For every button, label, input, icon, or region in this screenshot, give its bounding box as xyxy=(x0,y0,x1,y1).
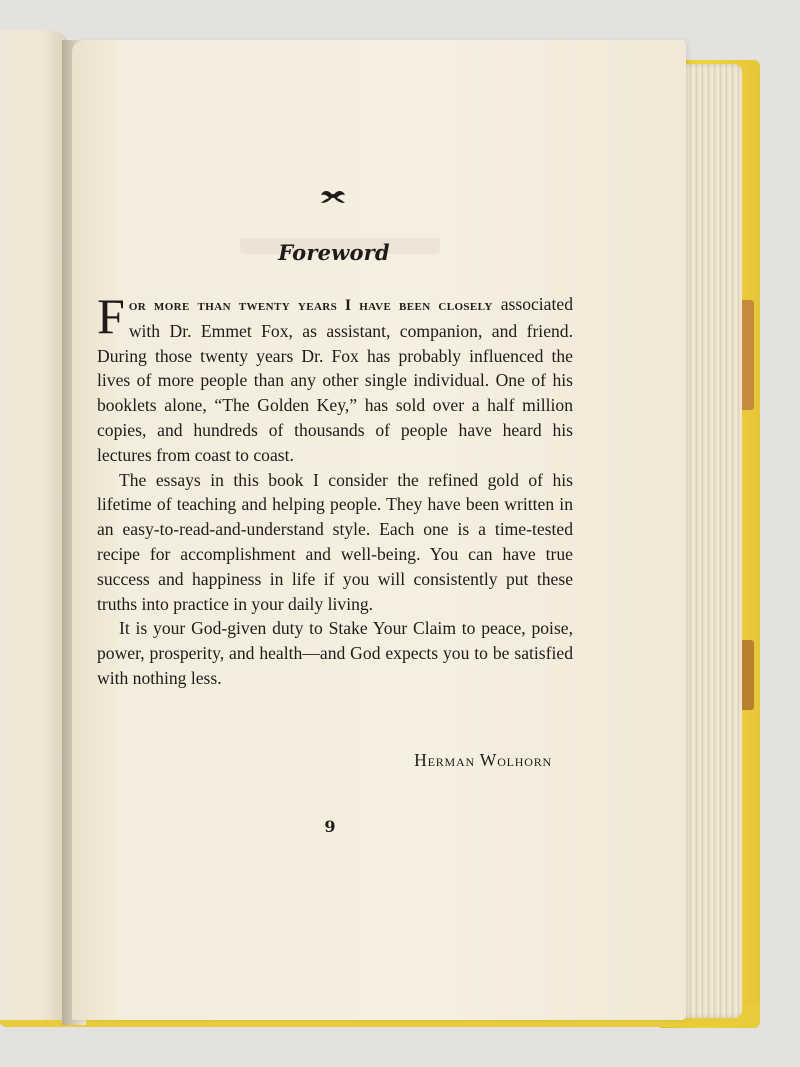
paragraph: It is your God-given duty to Stake Your Claim to peace, poise, power, prosperity, and health—and God expects you to be satisfied with nothing less. xyxy=(97,618,573,688)
opening-smallcaps: or more than twenty years I have been closely xyxy=(128,297,493,314)
left-facing-page xyxy=(0,30,70,1020)
cover-pattern xyxy=(740,300,754,410)
page-number: 9 xyxy=(324,817,336,836)
foreword-text xyxy=(97,288,573,691)
paragraph: The essays in this book I consider the refined gold of his lifetime of teaching and helping people. They have been written in an easy-to-read-and-understand style. Each one is a time-tested recipe for accomplishment and well-being. You can have true success and happiness in life if you will consistently put these truths into practice in your daily living. xyxy=(97,469,573,614)
page-heading: Foreword xyxy=(278,240,390,265)
paragraph-text: associated with Dr. Emmet Fox, as assistant, companion, and friend. During those twenty years Dr. Fox has probably influenced the lives of more people than any other single individual. One of his booklets alone, “The Golden Key,” has sold over a half million copies, and hundreds of thousands of people have heard his lectures from coast to coast. xyxy=(97,294,573,465)
cover-pattern xyxy=(740,640,754,710)
floral-ornament-icon xyxy=(318,186,348,206)
paragraph xyxy=(97,288,573,468)
page-edges xyxy=(680,64,742,1018)
drop-cap: F xyxy=(97,288,125,344)
author-signature: Herman Wolhorn xyxy=(414,750,552,770)
